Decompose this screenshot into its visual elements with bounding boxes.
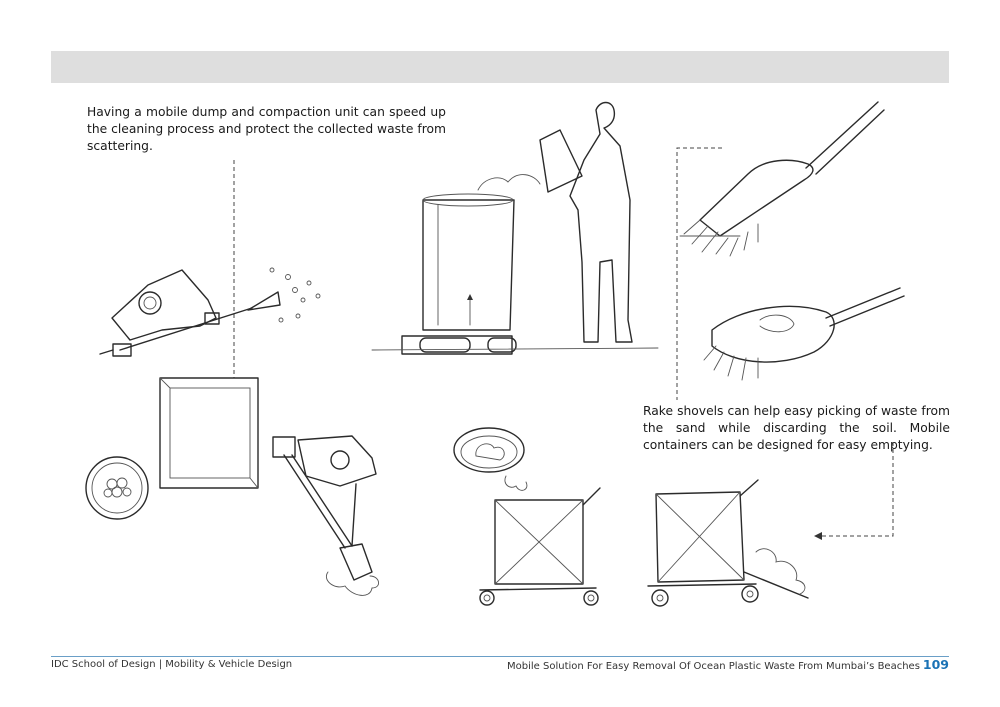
mobile-container-cart-1 [480, 488, 600, 605]
rake-shovel-note: Rake shovels can help easy picking of waste from the sand while discarding the soil. Mobile containers can be designed for easy emptying. [643, 404, 950, 452]
dump-unit-note: Having a mobile dump and compaction unit can speed up the cleaning process and protect the collected waste from scattering. [87, 105, 446, 153]
rake-shovel-sketch-2 [704, 288, 904, 380]
spray-nozzle-sketch [100, 268, 320, 356]
container-bowl-sketch [454, 428, 527, 490]
mobile-container-cart-2 [648, 480, 808, 606]
footer-title-text: Mobile Solution For Easy Removal Of Ocean Plastic Waste From Mumbai’s Beaches [507, 661, 920, 672]
rake-shovel-sketch-1 [680, 102, 884, 256]
page-number: 109 [922, 657, 949, 672]
footer-project-title [507, 657, 949, 672]
shovel-light-sketch [273, 436, 379, 595]
bin-top-view-sketch [86, 457, 148, 519]
dump-compaction-unit-sketch [372, 103, 658, 355]
leader-lines [234, 148, 893, 540]
footer-school-course: IDC School of Design | Mobility & Vehicle Design [51, 659, 293, 670]
frame-sketch [160, 378, 258, 488]
